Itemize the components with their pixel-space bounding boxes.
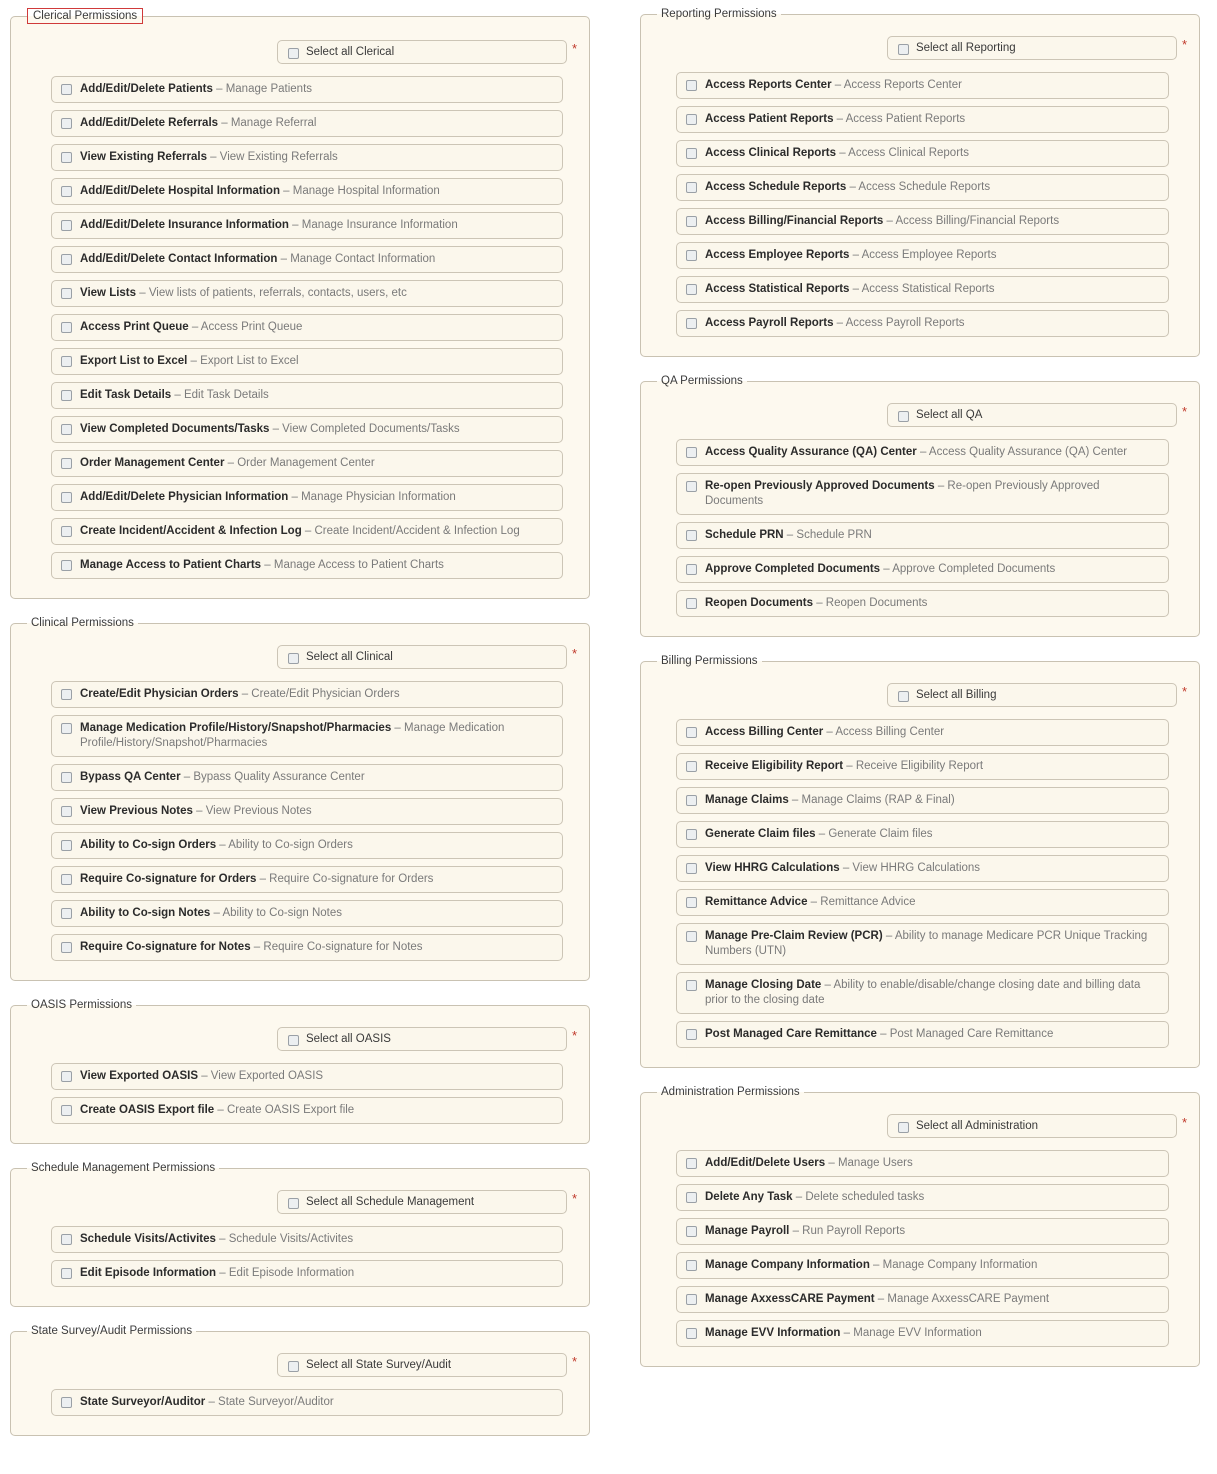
permission-row[interactable] bbox=[51, 715, 563, 757]
checkbox-icon[interactable] bbox=[288, 1198, 299, 1209]
group-legend-clinical: Clinical Permissions bbox=[31, 617, 134, 629]
permission-group-administration bbox=[640, 1086, 1200, 1367]
checkbox-icon[interactable] bbox=[61, 1105, 72, 1116]
permission-row[interactable] bbox=[51, 1226, 563, 1253]
permission-label: Remittance Advice – Remittance Advice bbox=[705, 896, 916, 908]
permission-row[interactable] bbox=[676, 72, 1169, 99]
checkbox-icon[interactable] bbox=[61, 186, 72, 197]
checkbox-icon[interactable] bbox=[686, 284, 697, 295]
checkbox-icon[interactable] bbox=[61, 874, 72, 885]
permission-label: Re-open Previously Approved Documents – Re-open Previously Approved Documents bbox=[705, 480, 1100, 507]
permission-label: Approve Completed Documents – Approve Completed Documents bbox=[705, 563, 1056, 575]
permission-row[interactable] bbox=[51, 866, 563, 893]
select-all-row-clinical bbox=[21, 645, 579, 669]
permission-label: Require Co-signature for Orders – Require Co-signature for Orders bbox=[80, 873, 434, 885]
checkbox-icon[interactable] bbox=[686, 980, 697, 991]
permission-row[interactable] bbox=[676, 556, 1169, 583]
permission-row[interactable] bbox=[676, 1218, 1169, 1245]
checkbox-icon[interactable] bbox=[686, 1294, 697, 1305]
group-legend-reporting: Reporting Permissions bbox=[661, 8, 777, 20]
permission-label: Export List to Excel – Export List to Excel bbox=[80, 355, 299, 367]
checkbox-icon[interactable] bbox=[61, 220, 72, 231]
permission-label: Post Managed Care Remittance – Post Managed Care Remittance bbox=[705, 1028, 1054, 1040]
checkbox-icon[interactable] bbox=[898, 411, 909, 422]
permission-group-oasis bbox=[10, 999, 590, 1144]
permission-row[interactable] bbox=[51, 934, 563, 961]
permission-row[interactable] bbox=[51, 1063, 563, 1090]
select-all-label: Select all Billing bbox=[915, 689, 997, 701]
permission-row[interactable] bbox=[51, 246, 563, 273]
permission-label: Generate Claim files – Generate Claim files bbox=[705, 828, 933, 840]
group-legend-state-survey-audit: State Survey/Audit Permissions bbox=[31, 1325, 193, 1337]
required-asterisk: * bbox=[1181, 404, 1187, 419]
permission-label: Require Co-signature for Notes – Require Co-signature for Notes bbox=[80, 941, 423, 953]
select-all-row-state-survey-audit bbox=[21, 1353, 579, 1377]
permission-row[interactable] bbox=[676, 174, 1169, 201]
checkbox-icon[interactable] bbox=[686, 250, 697, 261]
required-asterisk: * bbox=[1181, 1115, 1187, 1130]
checkbox-icon[interactable] bbox=[686, 1192, 697, 1203]
checkbox-icon[interactable] bbox=[686, 182, 697, 193]
checkbox-icon[interactable] bbox=[61, 288, 72, 299]
checkbox-icon[interactable] bbox=[686, 863, 697, 874]
permission-row[interactable] bbox=[51, 764, 563, 791]
permission-row[interactable] bbox=[51, 681, 563, 708]
checkbox-icon[interactable] bbox=[61, 1268, 72, 1279]
permission-row[interactable] bbox=[51, 76, 563, 103]
permission-label: Create OASIS Export file – Create OASIS Export file bbox=[80, 1104, 355, 1116]
permission-label: Add/Edit/Delete Referrals – Manage Referral bbox=[80, 117, 317, 129]
permission-row[interactable] bbox=[676, 719, 1169, 746]
select-all-administration[interactable] bbox=[887, 1114, 1177, 1138]
required-asterisk: * bbox=[571, 1191, 577, 1206]
permission-row[interactable] bbox=[51, 212, 563, 239]
checkbox-icon[interactable] bbox=[686, 598, 697, 609]
permission-label: Add/Edit/Delete Insurance Information – Manage Insurance Information bbox=[80, 219, 458, 231]
checkbox-icon[interactable] bbox=[61, 390, 72, 401]
checkbox-icon[interactable] bbox=[686, 148, 697, 159]
left-column bbox=[10, 8, 590, 1454]
permission-row[interactable] bbox=[51, 484, 563, 511]
permission-row[interactable] bbox=[676, 1320, 1169, 1347]
group-legend-qa: QA Permissions bbox=[661, 375, 743, 387]
select-all-label: Select all Reporting bbox=[915, 42, 1016, 54]
select-all-row-administration bbox=[651, 1114, 1189, 1138]
permission-row[interactable] bbox=[51, 1260, 563, 1287]
permission-label: Create/Edit Physician Orders – Create/Edit Physician Orders bbox=[80, 688, 400, 700]
checkbox-icon[interactable] bbox=[61, 458, 72, 469]
permission-row[interactable] bbox=[676, 439, 1169, 466]
permission-label: Access Reports Center – Access Reports Center bbox=[705, 79, 962, 91]
checkbox-icon[interactable] bbox=[686, 447, 697, 458]
permission-row[interactable] bbox=[51, 1389, 563, 1416]
permission-group-clerical bbox=[10, 8, 590, 599]
checkbox-icon[interactable] bbox=[61, 840, 72, 851]
permission-label: Access Billing Center – Access Billing Center bbox=[705, 726, 945, 738]
permission-row[interactable] bbox=[676, 923, 1169, 965]
permission-label: View Exported OASIS – View Exported OASIS bbox=[80, 1070, 324, 1082]
permission-row[interactable] bbox=[51, 314, 563, 341]
permission-row[interactable] bbox=[676, 1021, 1169, 1048]
checkbox-icon[interactable] bbox=[61, 689, 72, 700]
select-all-row-schedule-management bbox=[21, 1190, 579, 1214]
checkbox-icon[interactable] bbox=[61, 1397, 72, 1408]
permission-row[interactable] bbox=[676, 1150, 1169, 1177]
required-asterisk: * bbox=[1181, 37, 1187, 52]
permission-label: Ability to Co-sign Notes – Ability to Co-sign Notes bbox=[80, 907, 343, 919]
permission-label: Add/Edit/Delete Contact Information – Manage Contact Information bbox=[80, 253, 436, 265]
permission-label: Access Payroll Reports – Access Payroll Reports bbox=[705, 317, 965, 329]
permission-row[interactable] bbox=[676, 1252, 1169, 1279]
select-all-label: Select all Schedule Management bbox=[305, 1196, 475, 1208]
select-all-row-qa bbox=[651, 403, 1189, 427]
permission-group-reporting bbox=[640, 8, 1200, 357]
permission-label: Access Schedule Reports – Access Schedule Reports bbox=[705, 181, 991, 193]
permission-row[interactable] bbox=[676, 522, 1169, 549]
checkbox-icon[interactable] bbox=[686, 829, 697, 840]
permission-label: Access Statistical Reports – Access Statistical Reports bbox=[705, 283, 995, 295]
checkbox-icon[interactable] bbox=[61, 1071, 72, 1082]
permission-group-qa bbox=[640, 375, 1200, 637]
permission-group-clinical bbox=[10, 617, 590, 981]
checkbox-icon[interactable] bbox=[686, 897, 697, 908]
required-asterisk: * bbox=[571, 41, 577, 56]
checkbox-icon[interactable] bbox=[686, 1260, 697, 1271]
permission-label: Order Management Center – Order Management Center bbox=[80, 457, 375, 469]
checkbox-icon[interactable] bbox=[686, 216, 697, 227]
permission-label: Manage Pre-Claim Review (PCR) – Ability to manage Medicare PCR Unique Tracking Numbers (UTN) bbox=[705, 930, 1148, 957]
permission-row[interactable] bbox=[676, 106, 1169, 133]
permission-group-state-survey-audit bbox=[10, 1325, 590, 1436]
permission-label: Access Patient Reports – Access Patient Reports bbox=[705, 113, 966, 125]
permission-label: Schedule Visits/Activites – Schedule Visits/Activites bbox=[80, 1233, 354, 1245]
group-legend-clerical: Clerical Permissions bbox=[27, 8, 143, 24]
required-asterisk: * bbox=[571, 646, 577, 661]
permission-row[interactable] bbox=[51, 450, 563, 477]
checkbox-icon[interactable] bbox=[686, 564, 697, 575]
select-all-oasis[interactable] bbox=[277, 1027, 567, 1051]
select-all-label: Select all State Survey/Audit bbox=[305, 1359, 452, 1371]
permission-row[interactable] bbox=[676, 473, 1169, 515]
permission-label: State Surveyor/Auditor – State Surveyor/Auditor bbox=[80, 1396, 334, 1408]
required-asterisk: * bbox=[571, 1354, 577, 1369]
permission-label: Manage Company Information – Manage Company Information bbox=[705, 1259, 1038, 1271]
permission-row[interactable] bbox=[676, 590, 1169, 617]
checkbox-icon[interactable] bbox=[686, 1328, 697, 1339]
select-all-row-billing bbox=[651, 683, 1189, 707]
permission-row[interactable] bbox=[676, 140, 1169, 167]
permission-row[interactable] bbox=[676, 972, 1169, 1014]
permission-row[interactable] bbox=[676, 276, 1169, 303]
permission-group-billing bbox=[640, 655, 1200, 1068]
checkbox-icon[interactable] bbox=[288, 48, 299, 59]
select-all-label: Select all OASIS bbox=[305, 1033, 391, 1045]
permission-row[interactable] bbox=[676, 787, 1169, 814]
checkbox-icon[interactable] bbox=[61, 152, 72, 163]
permission-label: Manage Claims – Manage Claims (RAP & Final) bbox=[705, 794, 955, 806]
permission-row[interactable] bbox=[676, 855, 1169, 882]
checkbox-icon[interactable] bbox=[288, 653, 299, 664]
checkbox-icon[interactable] bbox=[898, 1122, 909, 1133]
required-asterisk: * bbox=[1181, 684, 1187, 699]
select-all-label: Select all QA bbox=[915, 409, 983, 421]
permission-row[interactable] bbox=[51, 1097, 563, 1124]
checkbox-icon[interactable] bbox=[686, 727, 697, 738]
select-all-row-clerical bbox=[21, 40, 579, 64]
permission-row[interactable] bbox=[51, 178, 563, 205]
group-legend-billing: Billing Permissions bbox=[661, 655, 758, 667]
permission-label: Manage Payroll – Run Payroll Reports bbox=[705, 1225, 906, 1237]
permission-label: Receive Eligibility Report – Receive Eligibility Report bbox=[705, 760, 984, 772]
permission-label: View Previous Notes – View Previous Notes bbox=[80, 805, 312, 817]
permission-label: Reopen Documents – Reopen Documents bbox=[705, 597, 928, 609]
checkbox-icon[interactable] bbox=[686, 114, 697, 125]
checkbox-icon[interactable] bbox=[288, 1361, 299, 1372]
permission-label: Create Incident/Accident & Infection Log – Create Incident/Accident & Infection Log bbox=[80, 525, 520, 537]
permission-label: Add/Edit/Delete Patients – Manage Patients bbox=[80, 83, 313, 95]
permission-label: Manage Medication Profile/History/Snapshot/Pharmacies – Manage Medication Profile/History/Snapshot/Pharmacies bbox=[80, 722, 505, 749]
right-column bbox=[640, 8, 1200, 1385]
checkbox-icon[interactable] bbox=[61, 942, 72, 953]
checkbox-icon[interactable] bbox=[686, 481, 697, 492]
checkbox-icon[interactable] bbox=[686, 931, 697, 942]
permission-label: Ability to Co-sign Orders – Ability to Co-sign Orders bbox=[80, 839, 353, 851]
checkbox-icon[interactable] bbox=[686, 1158, 697, 1169]
group-legend-administration: Administration Permissions bbox=[661, 1086, 800, 1098]
permission-row[interactable] bbox=[676, 821, 1169, 848]
select-all-label: Select all Clinical bbox=[305, 651, 393, 663]
permission-row[interactable] bbox=[51, 110, 563, 137]
permission-label: Delete Any Task – Delete scheduled tasks bbox=[705, 1191, 925, 1203]
permission-label: Manage AxxessCARE Payment – Manage AxxessCARE Payment bbox=[705, 1293, 1050, 1305]
select-all-qa[interactable] bbox=[887, 403, 1177, 427]
permission-row[interactable] bbox=[51, 348, 563, 375]
select-all-label: Select all Clerical bbox=[305, 46, 395, 58]
select-all-label: Select all Administration bbox=[915, 1120, 1039, 1132]
select-all-row-reporting bbox=[651, 36, 1189, 60]
checkbox-icon[interactable] bbox=[686, 318, 697, 329]
permission-label: Manage EVV Information – Manage EVV Information bbox=[705, 1327, 982, 1339]
checkbox-icon[interactable] bbox=[61, 560, 72, 571]
permission-row[interactable] bbox=[51, 798, 563, 825]
permission-row[interactable] bbox=[676, 242, 1169, 269]
checkbox-icon[interactable] bbox=[686, 530, 697, 541]
select-all-reporting[interactable] bbox=[887, 36, 1177, 60]
checkbox-icon[interactable] bbox=[61, 908, 72, 919]
permission-label: Access Clinical Reports – Access Clinical Reports bbox=[705, 147, 969, 159]
checkbox-icon[interactable] bbox=[686, 80, 697, 91]
permission-group-schedule-management bbox=[10, 1162, 590, 1307]
select-all-clinical[interactable] bbox=[277, 645, 567, 669]
permission-label: Access Billing/Financial Reports – Access Billing/Financial Reports bbox=[705, 215, 1060, 227]
permission-row[interactable] bbox=[51, 518, 563, 545]
checkbox-icon[interactable] bbox=[61, 356, 72, 367]
permission-label: Manage Closing Date – Ability to enable/disable/change closing date and billing data prior to the closing date bbox=[705, 979, 1141, 1006]
permission-label: Add/Edit/Delete Hospital Information – Manage Hospital Information bbox=[80, 185, 440, 197]
permission-label: Schedule PRN – Schedule PRN bbox=[705, 529, 872, 541]
select-all-clerical[interactable] bbox=[277, 40, 567, 64]
permission-row[interactable] bbox=[676, 1286, 1169, 1313]
permission-row[interactable] bbox=[51, 900, 563, 927]
checkbox-icon[interactable] bbox=[61, 806, 72, 817]
permission-row[interactable] bbox=[676, 310, 1169, 337]
permission-row[interactable] bbox=[676, 889, 1169, 916]
permissions-columns bbox=[10, 8, 1207, 1454]
checkbox-icon[interactable] bbox=[61, 322, 72, 333]
required-asterisk: * bbox=[571, 1028, 577, 1043]
checkbox-icon[interactable] bbox=[61, 723, 72, 734]
checkbox-icon[interactable] bbox=[61, 492, 72, 503]
group-legend-oasis: OASIS Permissions bbox=[31, 999, 132, 1011]
permission-row[interactable] bbox=[51, 144, 563, 171]
checkbox-icon[interactable] bbox=[61, 118, 72, 129]
select-all-row-oasis bbox=[21, 1027, 579, 1051]
permission-label: View HHRG Calculations – View HHRG Calculations bbox=[705, 862, 981, 874]
permission-row[interactable] bbox=[51, 832, 563, 859]
group-legend-schedule-management: Schedule Management Permissions bbox=[31, 1162, 216, 1174]
checkbox-icon[interactable] bbox=[61, 1234, 72, 1245]
select-all-state-survey-audit[interactable] bbox=[277, 1353, 567, 1377]
permission-label: View Lists – View lists of patients, referrals, contacts, users, etc bbox=[80, 287, 407, 299]
permission-row[interactable] bbox=[676, 753, 1169, 780]
checkbox-icon[interactable] bbox=[61, 772, 72, 783]
select-all-schedule-management[interactable] bbox=[277, 1190, 567, 1214]
permission-label: Add/Edit/Delete Physician Information – Manage Physician Information bbox=[80, 491, 456, 503]
checkbox-icon[interactable] bbox=[898, 44, 909, 55]
permission-label: Access Quality Assurance (QA) Center – Access Quality Assurance (QA) Center bbox=[705, 446, 1128, 458]
permission-label: View Completed Documents/Tasks – View Completed Documents/Tasks bbox=[80, 423, 460, 435]
permission-row[interactable] bbox=[51, 416, 563, 443]
checkbox-icon[interactable] bbox=[686, 1029, 697, 1040]
checkbox-icon[interactable] bbox=[288, 1035, 299, 1046]
permission-label: Add/Edit/Delete Users – Manage Users bbox=[705, 1157, 913, 1169]
select-all-billing[interactable] bbox=[887, 683, 1177, 707]
permission-row[interactable] bbox=[676, 208, 1169, 235]
permission-label: Access Print Queue – Access Print Queue bbox=[80, 321, 303, 333]
checkbox-icon[interactable] bbox=[61, 424, 72, 435]
permission-label: Manage Access to Patient Charts – Manage Access to Patient Charts bbox=[80, 559, 444, 571]
checkbox-icon[interactable] bbox=[686, 795, 697, 806]
permission-row[interactable] bbox=[51, 382, 563, 409]
checkbox-icon[interactable] bbox=[61, 526, 72, 537]
permission-row[interactable] bbox=[676, 1184, 1169, 1211]
checkbox-icon[interactable] bbox=[61, 254, 72, 265]
permission-label: Access Employee Reports – Access Employee Reports bbox=[705, 249, 997, 261]
checkbox-icon[interactable] bbox=[898, 691, 909, 702]
permission-row[interactable] bbox=[51, 280, 563, 307]
permission-label: View Existing Referrals – View Existing Referrals bbox=[80, 151, 338, 163]
permission-label: Edit Episode Information – Edit Episode Information bbox=[80, 1267, 355, 1279]
permission-label: Edit Task Details – Edit Task Details bbox=[80, 389, 269, 401]
checkbox-icon[interactable] bbox=[686, 1226, 697, 1237]
checkbox-icon[interactable] bbox=[686, 761, 697, 772]
permission-row[interactable] bbox=[51, 552, 563, 579]
permission-label: Bypass QA Center – Bypass Quality Assurance Center bbox=[80, 771, 365, 783]
checkbox-icon[interactable] bbox=[61, 84, 72, 95]
